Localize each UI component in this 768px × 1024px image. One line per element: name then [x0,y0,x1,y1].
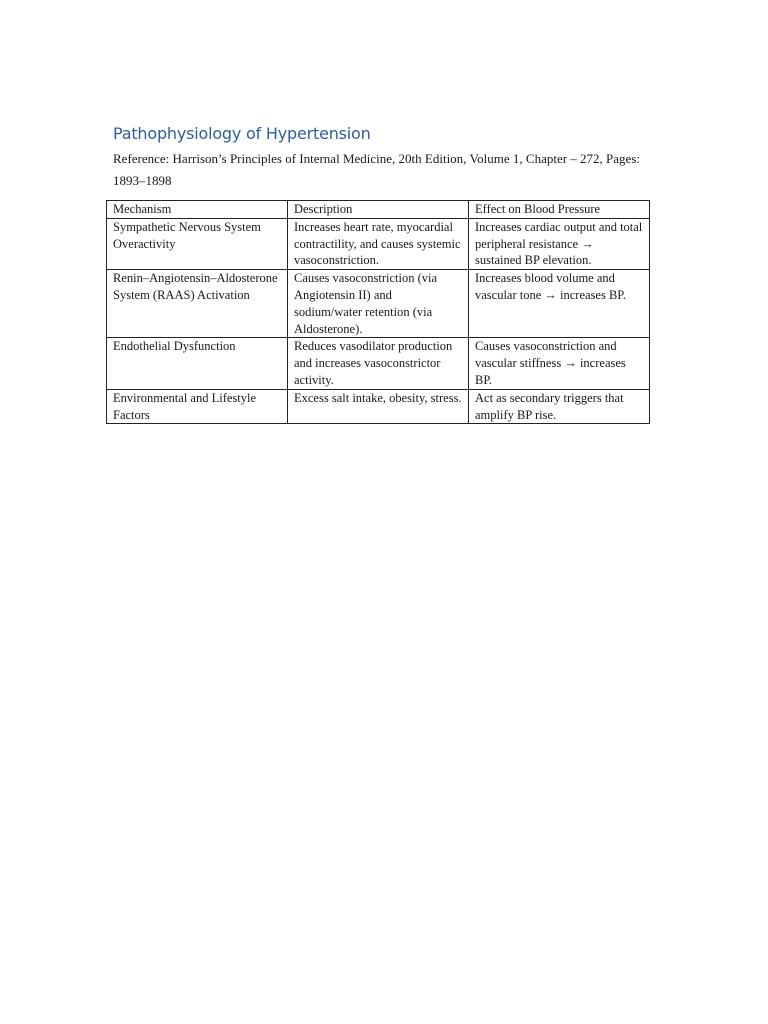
table-row [107,389,650,424]
mechanism-cell: Endothelial Dysfunction [107,338,288,389]
mechanism-table [106,200,650,424]
description-cell: Excess salt intake, obesity, stress. [288,389,469,424]
column-header-effect: Effect on Blood Pressure [469,201,650,219]
description-cell: Increases heart rate, myocardial contractility, and causes systemic vasoconstriction. [288,218,469,269]
mechanism-cell: Sympathetic Nervous System Overactivity [107,218,288,269]
table-header-row [107,201,650,219]
column-header-description: Description [288,201,469,219]
table-row [107,270,650,338]
description-cell: Causes vasoconstriction (via Angiotensin II) and sodium/water retention (via Aldosterone). [288,270,469,338]
table-row [107,218,650,269]
effect-cell: Act as secondary triggers that amplify BP rise. [469,389,650,424]
effect-cell: Causes vasoconstriction and vascular stiffness → increases BP. [469,338,650,389]
effect-cell: Increases cardiac output and total peripheral resistance → sustained BP elevation. [469,218,650,269]
mechanism-cell: Environmental and Lifestyle Factors [107,389,288,424]
mechanism-cell: Renin–Angiotensin–Aldosterone System (RAAS) Activation [107,270,288,338]
column-header-mechanism: Mechanism [107,201,288,219]
description-cell: Reduces vasodilator production and increases vasoconstrictor activity. [288,338,469,389]
effect-cell: Increases blood volume and vascular tone → increases BP. [469,270,650,338]
reference-text: Reference: Harrison’s Principles of Internal Medicine, 20th Edition, Volume 1, Chapter – 272, Pages: 1893–1898 [113,151,640,188]
table-row [107,338,650,389]
document-title: Pathophysiology of Hypertension [113,124,371,143]
